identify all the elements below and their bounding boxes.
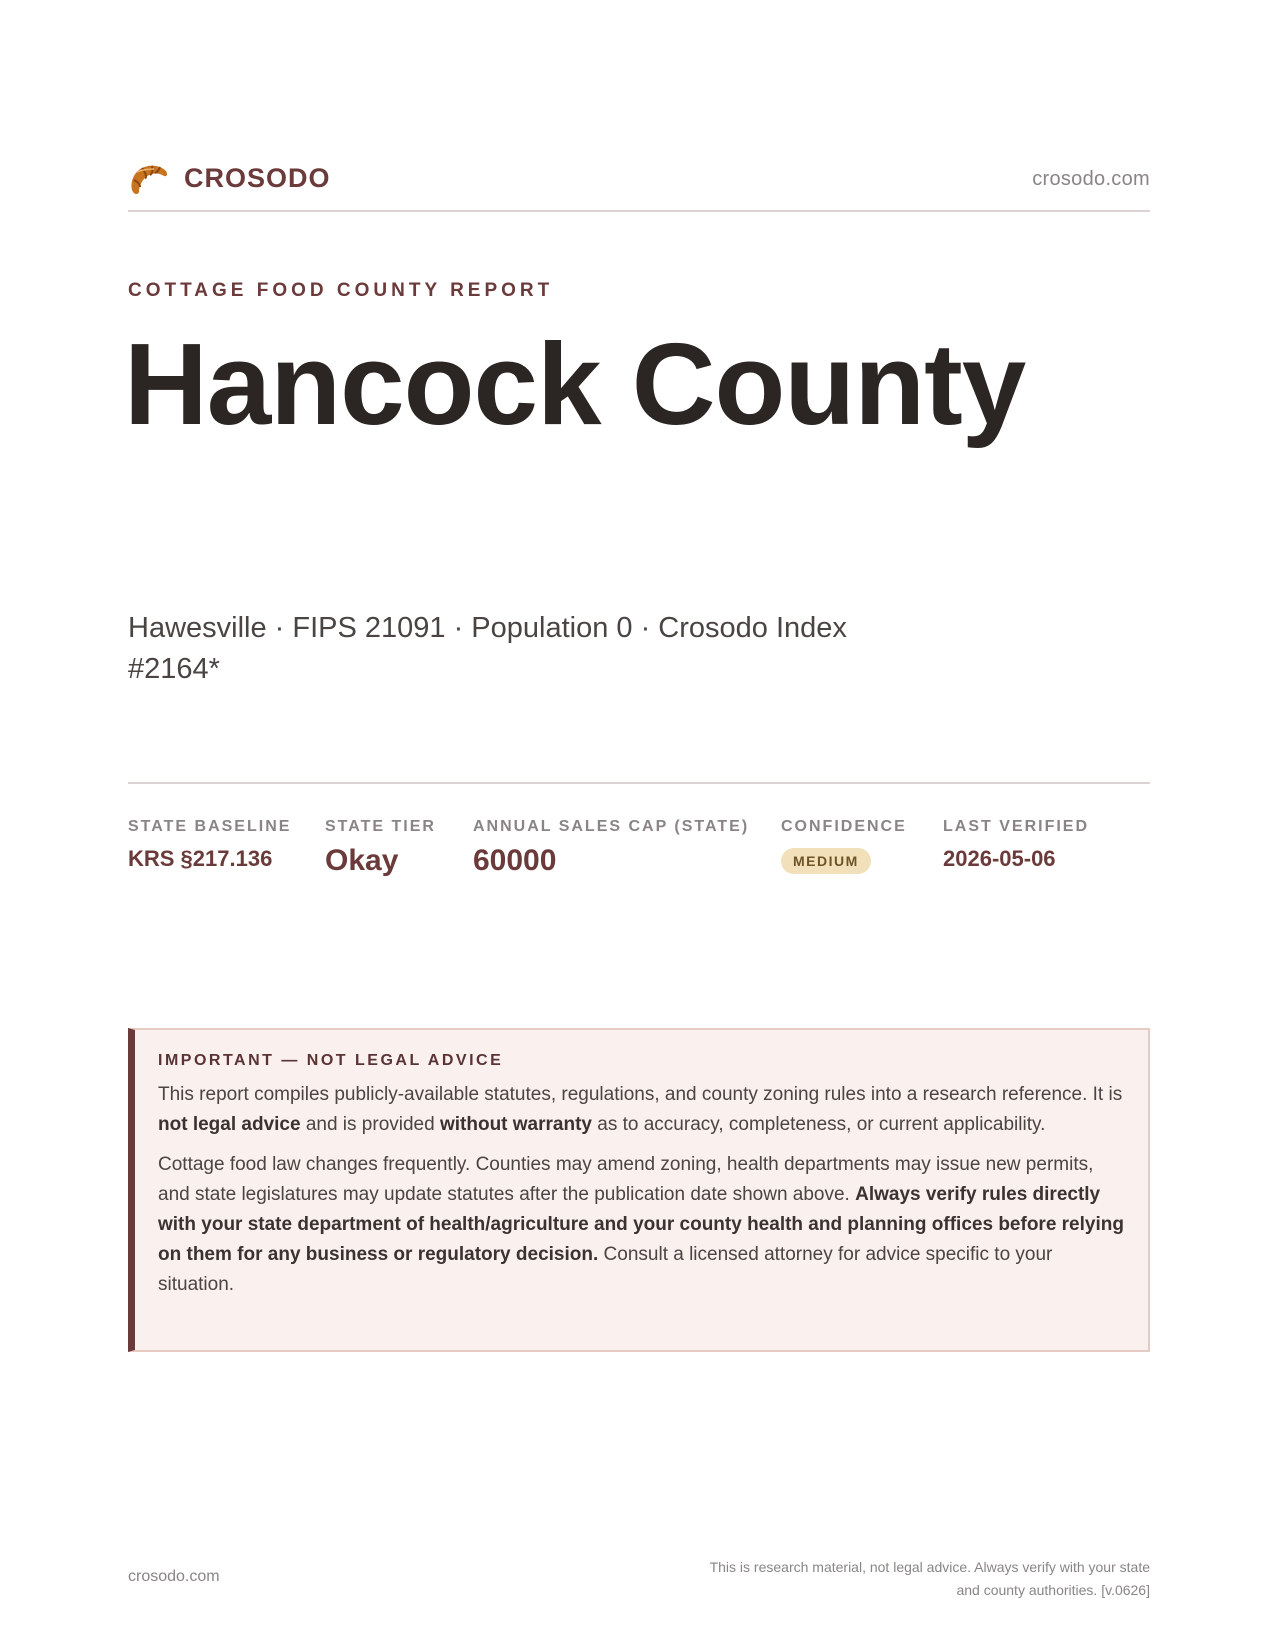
- stat-value: 2026-05-06: [943, 846, 1056, 871]
- report-eyebrow: COTTAGE FOOD COUNTY REPORT: [128, 280, 554, 301]
- notice-emphasis: Always verify rules directly with your state department of health/agriculture and your county health and planning offices before relying on them for any business or regulatory decision.: [158, 1184, 1124, 1265]
- footer-disclaimer: [630, 1556, 1150, 1602]
- stat-value: Okay: [325, 844, 399, 877]
- notice-emphasis: without warranty: [439, 1114, 592, 1135]
- notice-text: and is provided: [300, 1114, 440, 1135]
- footer-site-link[interactable]: crosodo.com: [128, 1568, 220, 1585]
- section-divider: [128, 782, 1150, 784]
- county-subtitle: Hawesville · FIPS 21091 · Population 0 · Crosodo Index #2164*: [128, 612, 847, 685]
- notice-text: as to accuracy, completeness, or current applicability.: [591, 1114, 1046, 1135]
- brand-header: [128, 158, 1150, 212]
- stat-value: 60000: [473, 844, 557, 877]
- notice-text: Consult a licensed attorney for advice specific to your situation.: [158, 1244, 1053, 1295]
- croissant-icon: [128, 160, 170, 198]
- stat-state-tier: [325, 818, 436, 878]
- confidence-badge: MEDIUM: [781, 848, 871, 874]
- footer-disclaimer-line: This is research material, not legal advice. Always verify with your state: [709, 1559, 1150, 1575]
- notice-paragraph-1: [158, 1080, 1126, 1140]
- notice-heading: IMPORTANT — NOT LEGAL ADVICE: [158, 1052, 504, 1069]
- stat-confidence: [781, 818, 907, 874]
- report-page: [124, 0, 1150, 1650]
- stat-label: CONFIDENCE: [781, 818, 907, 835]
- notice-paragraph-2: [158, 1150, 1126, 1300]
- notice-text: Cottage food law changes frequently. Counties may amend zoning, health departments may issue new permits, and state legislatures may update statutes after the publication date shown above.: [158, 1154, 1094, 1205]
- stat-label: ANNUAL SALES CAP (STATE): [473, 818, 750, 835]
- stat-label: LAST VERIFIED: [943, 818, 1090, 835]
- legal-notice-callout: [128, 1028, 1150, 1352]
- header-site-link[interactable]: crosodo.com: [1032, 168, 1150, 190]
- stat-value: KRS §217.136: [128, 846, 273, 871]
- stat-label: STATE BASELINE: [128, 818, 292, 835]
- notice-text: This report compiles publicly-available statutes, regulations, and county zoning rules into a research reference. It is: [158, 1084, 1123, 1105]
- footer-disclaimer-line: and county authorities. [v.0626]: [956, 1582, 1150, 1598]
- stat-label: STATE TIER: [325, 818, 436, 835]
- brand-name: CROSODO: [184, 163, 331, 193]
- stat-last-verified: [943, 818, 1089, 872]
- stat-annual-sales-cap: [473, 818, 749, 878]
- page-title: Hancock County: [124, 319, 1026, 449]
- notice-emphasis: not legal advice: [158, 1114, 301, 1135]
- stat-state-baseline: [128, 818, 291, 872]
